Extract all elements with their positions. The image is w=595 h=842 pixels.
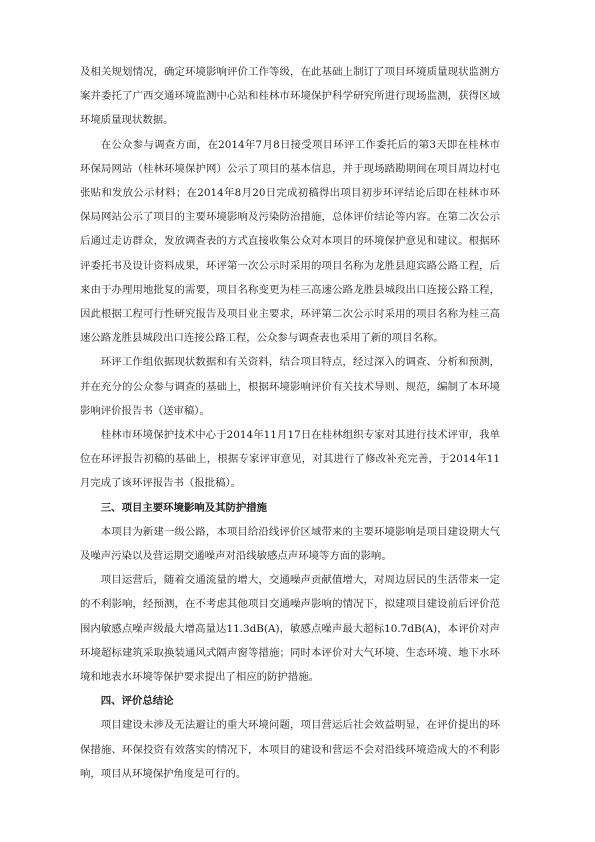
section-heading-conclusion: 四、评价总结论 xyxy=(100,695,174,708)
paragraph-monitoring-continuation: 及相关规划情况，确定环境影响评价工作等级，在此基础上制订了项目环境质量现状监测方案并委托了广西交通环境监测中心站和桂林市环境保护科学研究所进行现场监测，获得区域环境质量现状数据。 xyxy=(80,66,500,127)
paragraph-technical-review: 桂林市环境保护技术中心于2014年11月17日在桂林组织专家对其进行技术评审，我单位在环评报告初稿的基础上，根据专家评审意见，对其进行了修改补充完善，于2014年11月完成了该环评报告书（报批稿）。 xyxy=(80,429,500,490)
paragraph-conclusion: 项目建设未涉及无法避让的重大环境问题，项目营运后社会效益明显，在评价提出的环保措施、环保投资有效落实的情况下，本项目的建设和营运不会对沿线环境造成大的不利影响，项目从环境保护角度是可行的。 xyxy=(80,719,500,780)
paragraph-main-impacts: 本项目为新建一级公路，本项目给沿线评价区域带来的主要环境影响是项目建设期大气及噪声污染以及营运期交通噪声对沿线敏感点声环境等方面的影响。 xyxy=(80,525,500,563)
paragraph-noise-measures: 项目运营后，随着交通流量的增大，交通噪声贡献值增大，对周边居民的生活带来一定的不利影响，经预测，在不考虑其他项目交通噪声影响的情况下，拟建项目建设前后评价范围内敏感点噪声级最大增高量达11.3dB(A)，敏感点噪声最大超标10.7dB(A)，本评价对声环境超标建筑采取换装通风式隔声窗等措施；同时本评价对大气环境、生态环境、地下水环境和地表水环境等保护要求提出了相应的防护措施。 xyxy=(80,574,500,684)
paragraph-report-preparation: 环评工作组依据现状数据和有关资料，结合项目特点，经过深入的调查、分析和预测，并在充分的公众参与调查的基础上，根据环境影响评价有关技术导则、规范，编制了本环境影响评价报告书（送审稿）。 xyxy=(80,356,500,417)
section-heading-main-impacts: 三、项目主要环境影响及其防护措施 xyxy=(100,501,268,514)
paragraph-public-participation: 在公众参与调查方面，在2014年7月8日接受项目环评工作委托后的第3天即在桂林市环保局网站（桂林环境保护网）公示了项目的基本信息，并于现场踏勘期间在项目周边村屯张贴和发放公示材料；在2014年8月20日完成初稿得出项目初步环评结论后即在桂林市环保局网站公示了项目的主要环境影响及污染防治措施，总体评价结论等内容。在第二次公示后通过走访群众，发放调查表的方式直接收集公众对本项目的环境保护意见和建议。根据环评委托书及设计资料成果，环评第一次公示时采用的项目名称为龙胜县迎宾路公路工程，后来由于办理用地批复的需要，项目名称变更为桂三高速公路龙胜县城段出口连接公路工程，因此根据工程可行性研究报告及项目业主要求，环评第二次公示时采用的项目名称为桂三高速公路龙胜县城段出口连接公路工程，公众参与调查表也采用了新的项目名称。 xyxy=(80,138,500,345)
